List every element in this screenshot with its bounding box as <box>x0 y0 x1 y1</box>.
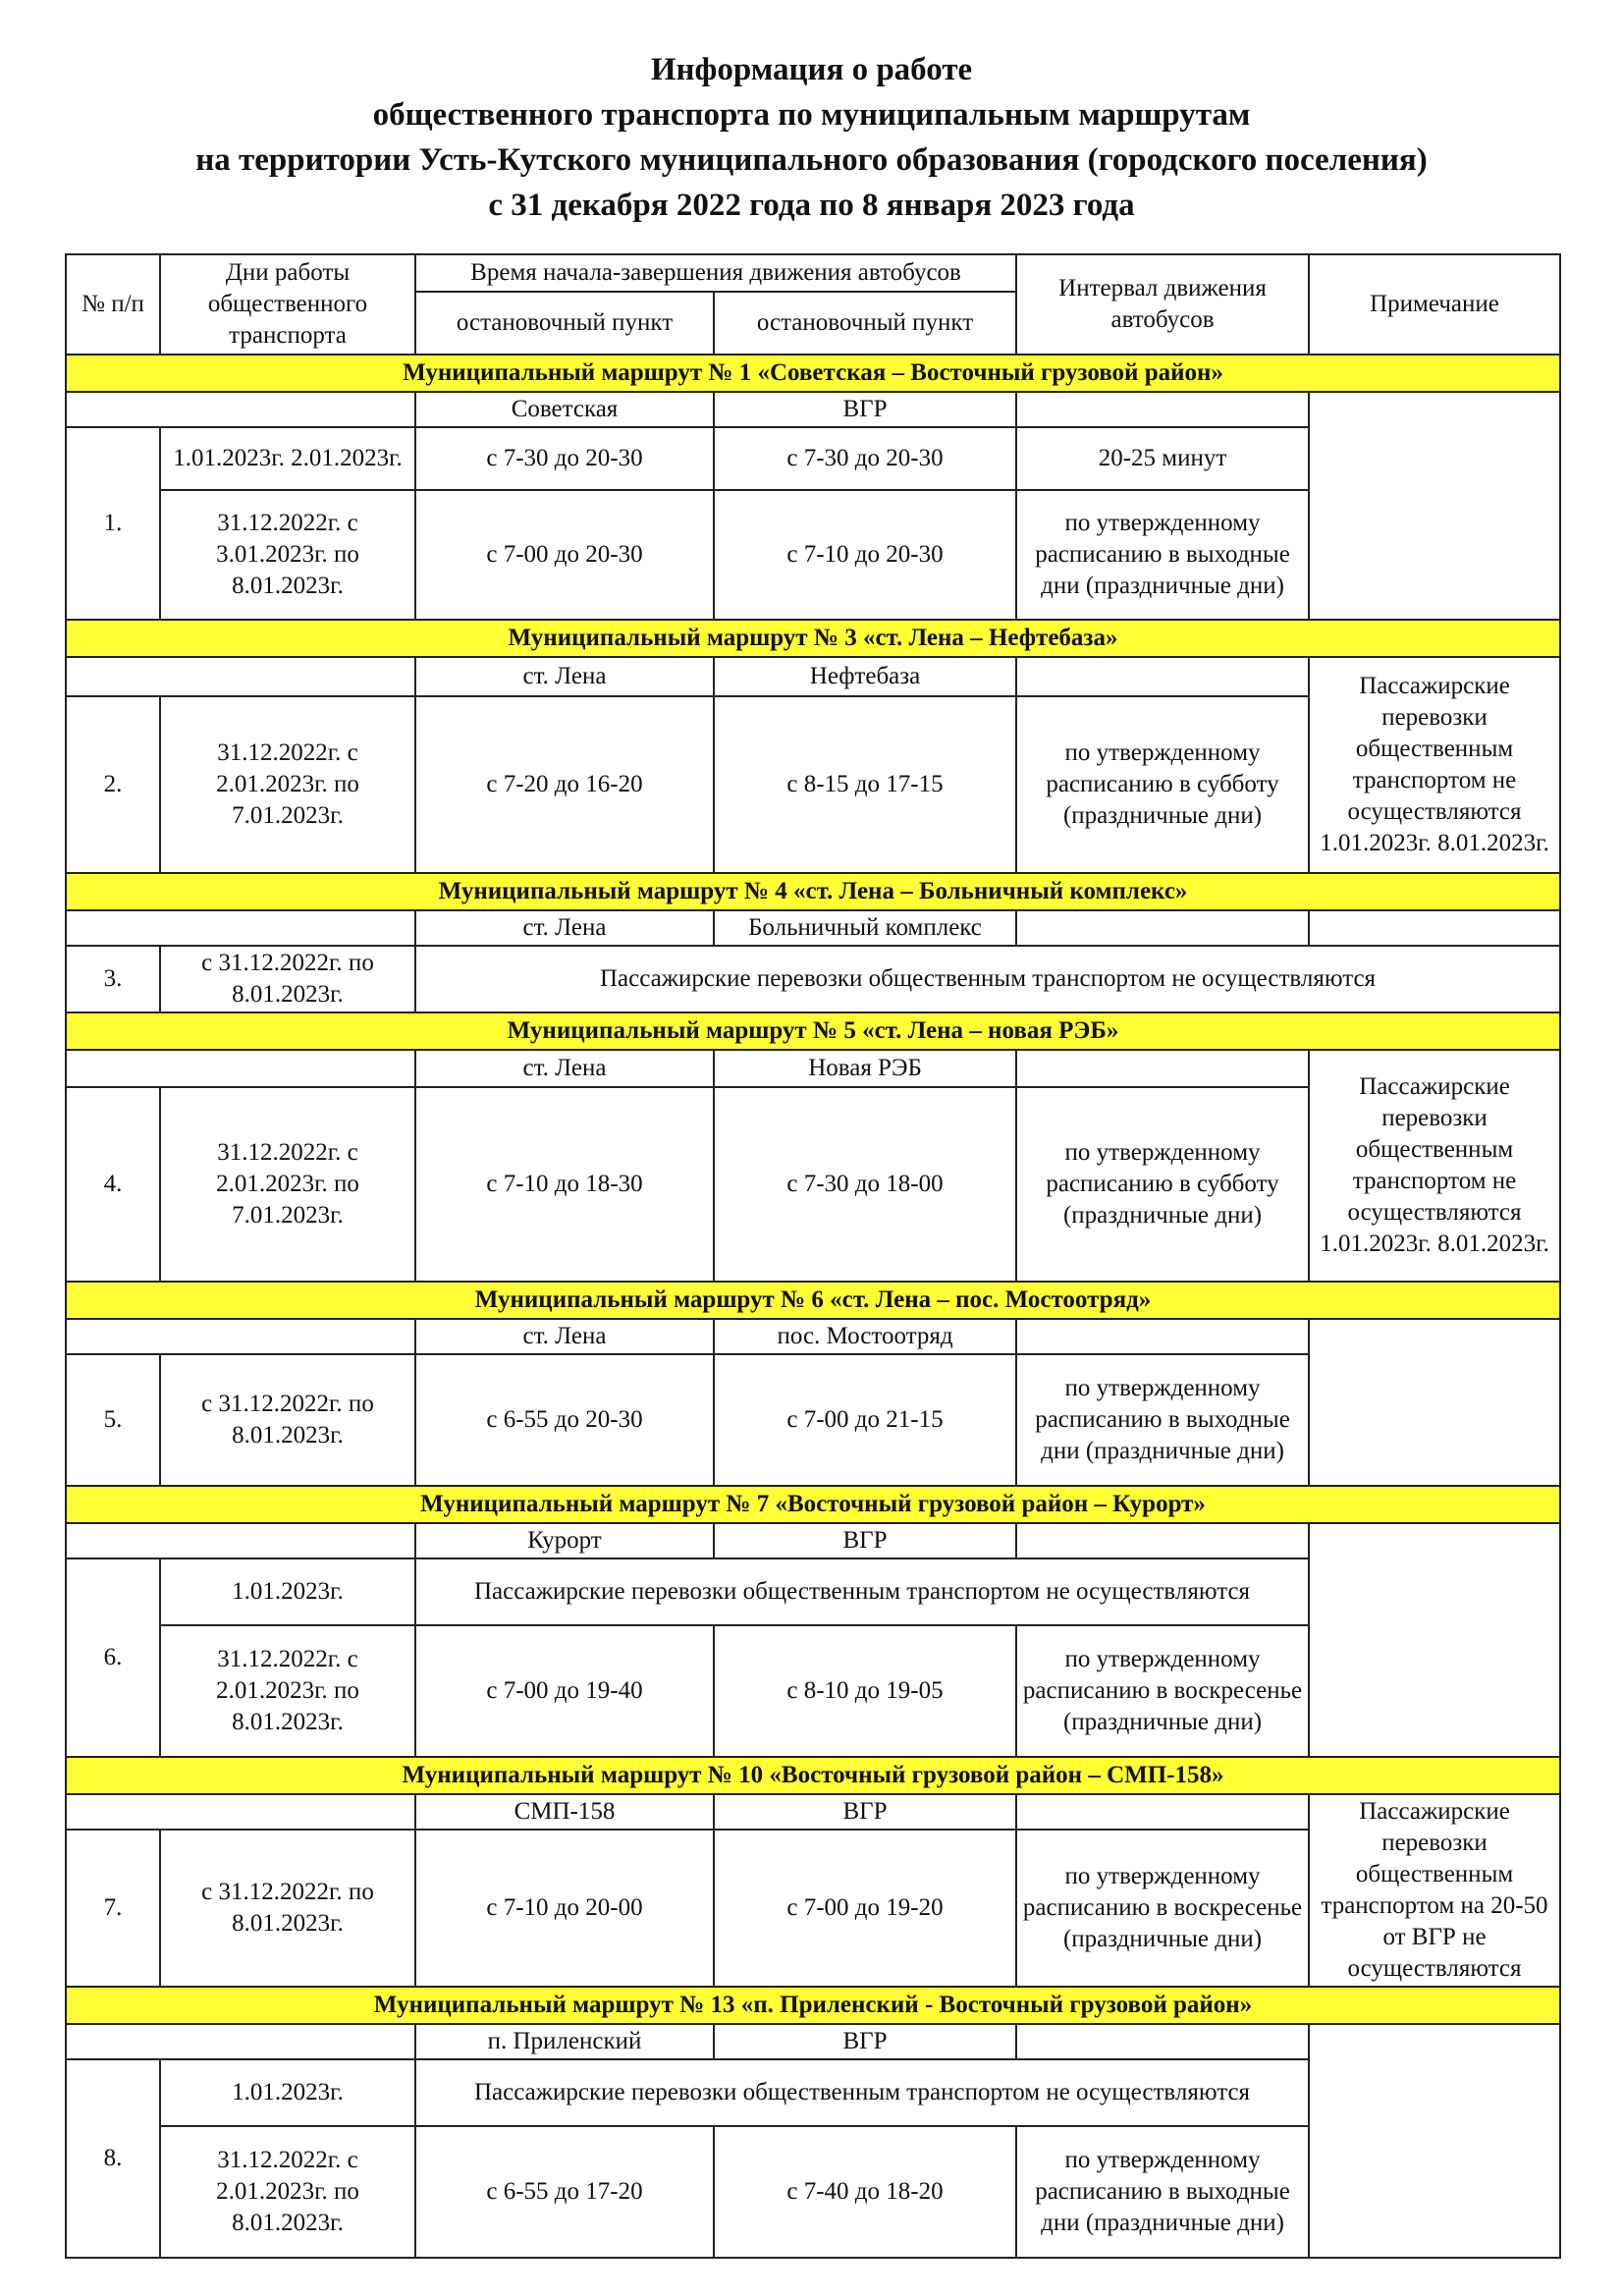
header-num: № п/п <box>66 254 160 355</box>
stop-interval-blank <box>1016 1523 1309 1558</box>
route-time-b: с 7-00 до 21-15 <box>714 1354 1016 1486</box>
route-time-b: с 7-40 до 18-20 <box>714 2126 1016 2258</box>
stop-a: п. Приленский <box>415 2024 714 2059</box>
route-interval: по утвержденному расписанию в выходные дни (праздничные дни) <box>1016 490 1309 620</box>
stop-interval-blank <box>1016 657 1309 696</box>
header-stop-b: остановочный пункт <box>714 292 1016 355</box>
route-interval: по утвержденному расписанию в субботу (праздничные дни) <box>1016 1087 1309 1282</box>
stop-a: ст. Лена <box>415 1319 714 1354</box>
stop-a: ст. Лена <box>415 910 714 946</box>
route-number: 7. <box>66 1830 160 1987</box>
route-title-row <box>66 355 1560 392</box>
header-note: Примечание <box>1309 254 1560 355</box>
route-days: с 31.12.2022г. по 8.01.2023г. <box>160 1830 415 1987</box>
route-interval: по утвержденному расписанию в выходные дни (праздничные дни) <box>1016 1354 1309 1486</box>
stop-names-row <box>66 1050 1560 1087</box>
stop-a: СМП-158 <box>415 1794 714 1830</box>
route-note <box>1309 392 1560 620</box>
stop-interval-blank <box>1016 2024 1309 2059</box>
stop-b: Больничный комплекс <box>714 910 1016 946</box>
stop-blank <box>66 392 415 427</box>
stop-b: пос. Мостоотряд <box>714 1319 1016 1354</box>
stop-names-row <box>66 392 1560 427</box>
stop-names-row <box>66 910 1560 946</box>
header-row <box>66 254 1560 292</box>
route-note <box>1309 2024 1560 2258</box>
stop-blank <box>66 1794 415 1830</box>
route-title: Муниципальный маршрут № 13 «п. Приленский - Восточный грузовой район» <box>66 1987 1560 2024</box>
stop-a: ст. Лена <box>415 1050 714 1087</box>
route-title-row <box>66 1282 1560 1319</box>
stop-a: Советская <box>415 392 714 427</box>
route-time-b: с 8-10 до 19-05 <box>714 1625 1016 1757</box>
route-time-b: с 7-30 до 18-00 <box>714 1087 1016 1282</box>
route-time-b: с 7-10 до 20-30 <box>714 490 1016 620</box>
stop-b: ВГР <box>714 1523 1016 1558</box>
route-number: 2. <box>66 696 160 873</box>
header-stop-a: остановочный пункт <box>415 292 714 355</box>
route-time-b: с 7-00 до 19-20 <box>714 1830 1016 1987</box>
stop-interval-blank <box>1016 1050 1309 1087</box>
stop-interval-blank <box>1016 392 1309 427</box>
route-note <box>1309 1523 1560 1757</box>
title-line-4: с 31 декабря 2022 года по 8 января 2023 года <box>488 188 1135 223</box>
route-title: Муниципальный маршрут № 5 «ст. Лена – новая РЭБ» <box>66 1012 1560 1050</box>
route-days: 31.12.2022г. с 2.01.2023г. по 8.01.2023г. <box>160 1625 415 1757</box>
stop-names-row <box>66 657 1560 696</box>
stop-blank <box>66 1523 415 1558</box>
stop-blank <box>66 1319 415 1354</box>
stop-blank <box>66 910 415 946</box>
route-interval: по утвержденному расписанию в воскресенье (праздничные дни) <box>1016 1830 1309 1987</box>
route-number: 6. <box>66 1558 160 1757</box>
route-time-a: с 6-55 до 17-20 <box>415 2126 714 2258</box>
stop-interval-blank <box>1016 1794 1309 1830</box>
route-title-row <box>66 1012 1560 1050</box>
stop-names-row <box>66 2024 1560 2059</box>
route-note: Пассажирские перевозки общественным транспортом на 20-50 от ВГР не осуществляются <box>1309 1794 1560 1987</box>
route-days: 31.12.2022г. с 3.01.2023г. по 8.01.2023г. <box>160 490 415 620</box>
route-time-a: с 7-10 до 18-30 <box>415 1087 714 1282</box>
stop-b: ВГР <box>714 2024 1016 2059</box>
route-days: 31.12.2022г. с 2.01.2023г. по 8.01.2023г. <box>160 2126 415 2258</box>
route-days: 31.12.2022г. с 2.01.2023г. по 7.01.2023г. <box>160 696 415 873</box>
stop-blank <box>66 2024 415 2059</box>
route-time-a: с 7-20 до 16-20 <box>415 696 714 873</box>
route-time-a: с 7-00 до 19-40 <box>415 1625 714 1757</box>
stop-b: Нефтебаза <box>714 657 1016 696</box>
title-line-3: на территории Усть-Кутского муниципального образования (городского поселения) <box>195 142 1428 178</box>
stop-note-blank <box>1309 910 1560 946</box>
route-time-a: с 6-55 до 20-30 <box>415 1354 714 1486</box>
route-number: 5. <box>66 1354 160 1486</box>
stop-a: Курорт <box>415 1523 714 1558</box>
route-notice: Пассажирские перевозки общественным транспортом не осуществляются <box>415 2059 1309 2126</box>
route-time-a: с 7-10 до 20-00 <box>415 1830 714 1987</box>
header-interval: Интервал движения автобусов <box>1016 254 1309 355</box>
stop-blank <box>66 657 415 696</box>
route-title-row <box>66 1987 1560 2024</box>
route-time-b: с 8-15 до 17-15 <box>714 696 1016 873</box>
route-interval: по утвержденному расписанию в выходные дни (праздничные дни) <box>1016 2126 1309 2258</box>
route-title: Муниципальный маршрут № 4 «ст. Лена – Больничный комплекс» <box>66 873 1560 910</box>
route-number: 4. <box>66 1087 160 1282</box>
route-note <box>1309 1319 1560 1486</box>
route-number: 3. <box>66 946 160 1012</box>
stop-interval-blank <box>1016 1319 1309 1354</box>
route-title-row <box>66 1486 1560 1523</box>
route-days: 1.01.2023г. <box>160 2059 415 2126</box>
title-line-2: общественного транспорта по муниципальным маршрутам <box>372 97 1251 133</box>
stop-names-row <box>66 1794 1560 1830</box>
route-title: Муниципальный маршрут № 10 «Восточный грузовой район – СМП-158» <box>66 1757 1560 1794</box>
route-title-row <box>66 620 1560 657</box>
route-title: Муниципальный маршрут № 3 «ст. Лена – Нефтебаза» <box>66 620 1560 657</box>
stop-names-row <box>66 1523 1560 1558</box>
route-days: с 31.12.2022г. по 8.01.2023г. <box>160 1354 415 1486</box>
route-note: Пассажирские перевозки общественным транспортом не осуществляются 1.01.2023г. 8.01.2023г. <box>1309 1050 1560 1282</box>
route-interval: по утвержденному расписанию в субботу (праздничные дни) <box>1016 696 1309 873</box>
route-notice: Пассажирские перевозки общественным транспортом не осуществляются <box>415 1558 1309 1625</box>
route-time-b: с 7-30 до 20-30 <box>714 427 1016 490</box>
page-title <box>0 47 1623 228</box>
stop-a: ст. Лена <box>415 657 714 696</box>
route-time-a: с 7-00 до 20-30 <box>415 490 714 620</box>
stop-names-row <box>66 1319 1560 1354</box>
header-time: Время начала-завершения движения автобусов <box>415 254 1016 292</box>
route-title-row <box>66 873 1560 910</box>
stop-b: Новая РЭБ <box>714 1050 1016 1087</box>
header-days: Дни работы общественного транспорта <box>160 254 415 355</box>
stop-blank <box>66 1050 415 1087</box>
route-title-row <box>66 1757 1560 1794</box>
route-notice: Пассажирские перевозки общественным транспортом не осуществляются <box>415 946 1560 1012</box>
route-interval: 20-25 минут <box>1016 427 1309 490</box>
route-days: с 31.12.2022г. по 8.01.2023г. <box>160 946 415 1012</box>
route-title: Муниципальный маршрут № 7 «Восточный грузовой район – Курорт» <box>66 1486 1560 1523</box>
title-line-1: Информация о работе <box>650 52 973 87</box>
route-data-row <box>66 946 1560 1012</box>
route-interval: по утвержденному расписанию в воскресенье (праздничные дни) <box>1016 1625 1309 1757</box>
route-number: 1. <box>66 427 160 620</box>
route-number: 8. <box>66 2059 160 2258</box>
route-title: Муниципальный маршрут № 1 «Советская – Восточный грузовой район» <box>66 355 1560 392</box>
route-days: 1.01.2023г. 2.01.2023г. <box>160 427 415 490</box>
stop-interval-blank <box>1016 910 1309 946</box>
route-time-a: с 7-30 до 20-30 <box>415 427 714 490</box>
route-days: 1.01.2023г. <box>160 1558 415 1625</box>
stop-b: ВГР <box>714 1794 1016 1830</box>
stop-b: ВГР <box>714 392 1016 427</box>
route-days: 31.12.2022г. с 2.01.2023г. по 7.01.2023г. <box>160 1087 415 1282</box>
route-title: Муниципальный маршрут № 6 «ст. Лена – пос. Мостоотряд» <box>66 1282 1560 1319</box>
schedule-table <box>65 253 1561 2259</box>
route-note: Пассажирские перевозки общественным транспортом не осуществляются 1.01.2023г. 8.01.2023г. <box>1309 657 1560 873</box>
